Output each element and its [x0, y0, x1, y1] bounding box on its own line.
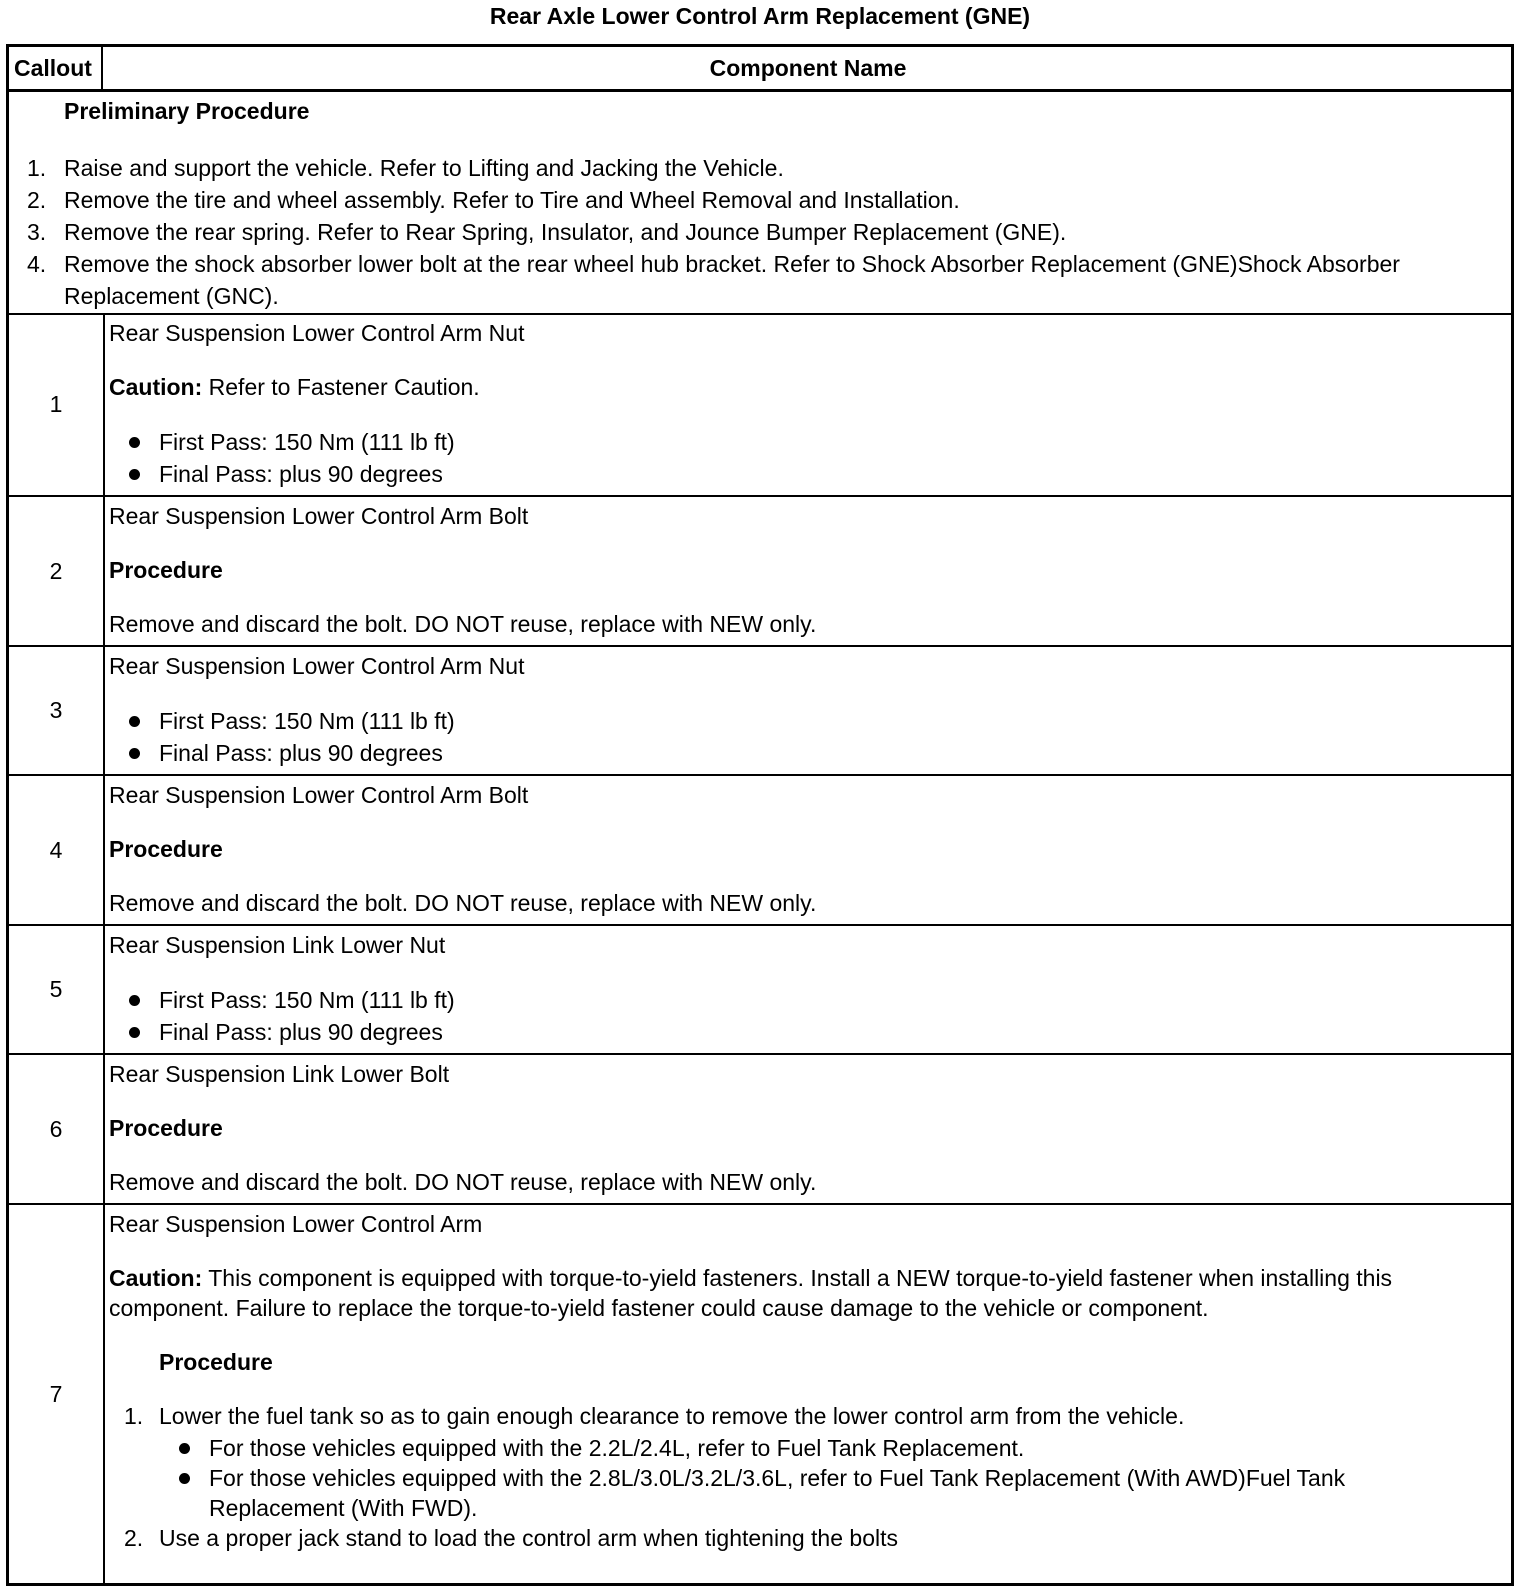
procedure-text: Remove and discard the bolt. DO NOT reuse, replace with NEW only. [109, 890, 817, 916]
list-item: First Pass: 150 Nm (111 lb ft) [109, 705, 1481, 737]
torque-specs [109, 426, 1481, 490]
list-item [109, 1401, 1481, 1523]
component-cell [109, 780, 1481, 918]
list-item [9, 184, 1469, 216]
caution-note [109, 372, 1481, 402]
step-number: 1. [124, 1403, 144, 1429]
component-cell [109, 1209, 1481, 1553]
callout-cell: 5 [9, 926, 105, 1053]
engine-options [159, 1433, 1481, 1523]
list-item: Final Pass: plus 90 degrees [109, 458, 1481, 490]
step-text: Remove the rear spring. Refer to Rear Spring, Insulator, and Jounce Bumper Replacement (GNE). [64, 219, 1067, 245]
table-header [9, 47, 1511, 92]
list-item: For those vehicles equipped with the 2.2L/2.4L, refer to Fuel Tank Replacement. [159, 1433, 1481, 1463]
table-row [9, 926, 1511, 1055]
table-row [9, 776, 1511, 926]
list-item: First Pass: 150 Nm (111 lb ft) [109, 426, 1481, 458]
component-column-header: Component Name [709, 55, 907, 81]
procedure-text: Remove and discard the bolt. DO NOT reuse, replace with NEW only. [109, 611, 817, 637]
list-item: First Pass: 150 Nm (111 lb ft) [109, 984, 1481, 1016]
step-number: 2. [27, 187, 47, 213]
step-number: 3. [27, 219, 47, 245]
procedure-label: Procedure [109, 836, 223, 862]
procedure-label: Procedure [159, 1349, 273, 1375]
step-number: 2. [124, 1525, 144, 1551]
table-row [9, 647, 1511, 776]
component-name: Rear Suspension Link Lower Nut [109, 932, 446, 958]
component-cell [109, 1059, 1481, 1197]
callout-cell: 3 [9, 647, 105, 774]
callout-cell: 1 [9, 314, 105, 495]
list-item [9, 216, 1469, 248]
list-item [9, 152, 1469, 184]
callout-cell: 2 [9, 497, 105, 645]
step-text: Remove the shock absorber lower bolt at the rear wheel hub bracket. Refer to Shock Absorber Replacement (GNE)Shock Absorber Replacement (GNC). [64, 251, 1400, 309]
list-item: For those vehicles equipped with the 2.8L/3.0L/3.2L/3.6L, refer to Fuel Tank Replacement (With AWD)Fuel Tank Replacement (With FWD). [159, 1463, 1481, 1523]
callout-cell: 7 [9, 1205, 105, 1583]
torque-specs [109, 705, 1481, 769]
procedure-label: Procedure [109, 1115, 223, 1141]
preliminary-procedure-title: Preliminary Procedure [64, 98, 310, 124]
step-text: Raise and support the vehicle. Refer to Lifting and Jacking the Vehicle. [64, 155, 784, 181]
component-cell [109, 930, 1481, 1048]
list-item: Final Pass: plus 90 degrees [109, 737, 1481, 769]
component-name: Rear Suspension Link Lower Bolt [109, 1061, 450, 1087]
document-title: Rear Axle Lower Control Arm Replacement (GNE) [489, 3, 1031, 29]
callout-cell: 4 [9, 776, 105, 924]
table-row [9, 497, 1511, 647]
component-name: Rear Suspension Lower Control Arm Nut [109, 653, 525, 679]
caution-note [109, 1263, 1481, 1323]
caution-label: Caution: [109, 1265, 203, 1291]
table-row [9, 314, 1511, 497]
component-cell [109, 501, 1481, 639]
torque-specs [109, 984, 1481, 1048]
component-name: Rear Suspension Lower Control Arm [109, 1211, 483, 1237]
step-text: Lower the fuel tank so as to gain enough clearance to remove the lower control arm from the vehicle. [159, 1403, 1185, 1429]
component-name: Rear Suspension Lower Control Arm Nut [109, 320, 525, 346]
preliminary-procedure-section [9, 92, 1511, 315]
list-item [109, 1523, 1481, 1553]
step-number: 1. [27, 155, 47, 181]
procedure-label: Procedure [109, 557, 223, 583]
step-number: 4. [27, 251, 47, 277]
procedure-text: Remove and discard the bolt. DO NOT reuse, replace with NEW only. [109, 1169, 817, 1195]
list-item: Final Pass: plus 90 degrees [109, 1016, 1481, 1048]
step-text: Use a proper jack stand to load the control arm when tightening the bolts [159, 1525, 898, 1551]
caution-text: This component is equipped with torque-to-yield fasteners. Install a NEW torque-to-yield fastener when installing this component. Failure to replace the torque-to-yield fastener could cause damage to the vehicle or component. [109, 1265, 1393, 1321]
component-cell [109, 651, 1481, 769]
component-name: Rear Suspension Lower Control Arm Bolt [109, 503, 529, 529]
table-row [9, 1055, 1511, 1205]
procedure-table [6, 44, 1514, 1586]
step-text: Remove the tire and wheel assembly. Refer to Tire and Wheel Removal and Installation. [64, 187, 960, 213]
procedure-steps [109, 1401, 1481, 1553]
callout-column-header: Callout [9, 47, 103, 89]
list-item [9, 248, 1469, 312]
table-row [9, 1205, 1511, 1583]
caution-label: Caution: [109, 374, 203, 400]
preliminary-steps [9, 152, 1469, 312]
callout-cell: 6 [9, 1055, 105, 1203]
caution-text: Refer to Fastener Caution. [202, 374, 480, 400]
component-cell [109, 318, 1481, 490]
component-name: Rear Suspension Lower Control Arm Bolt [109, 782, 529, 808]
